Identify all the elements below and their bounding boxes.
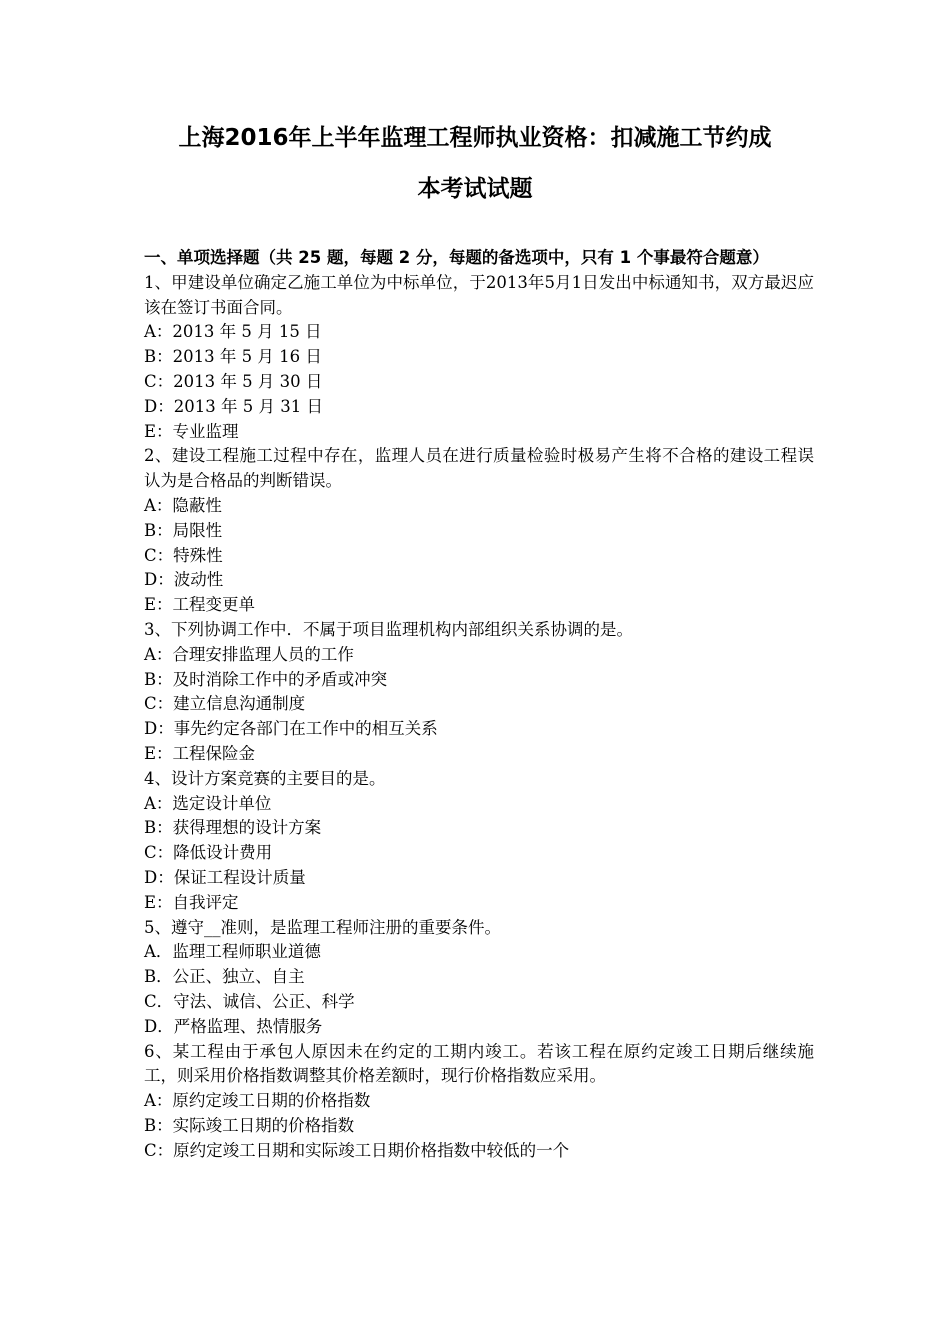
option-c: C．守法、诚信、公正、科学 <box>144 991 355 1011</box>
question-stem: 6、某工程由于承包人原因未在约定的工期内竣工。若该工程在原约定竣工日期后继续施工，则采用价格指数调整其价格差额时，现行价格指数应采用。 <box>144 1041 814 1086</box>
option-a: A．监理工程师职业道德 <box>144 942 321 962</box>
question-stem: 4、设计方案竞赛的主要目的是。 <box>144 768 386 788</box>
document-title-line-1: 上海2016年上半年监理工程师执业资格：扣减施工节约成 <box>178 125 772 151</box>
option-e: E：专业监理 <box>144 421 239 441</box>
option-d: D：2013 年 5 月 31 日 <box>144 396 323 416</box>
option-d: D：保证工程设计质量 <box>144 867 306 887</box>
option-c: C：建立信息沟通制度 <box>144 694 306 714</box>
option-b: B：2013 年 5 月 16 日 <box>144 347 322 367</box>
option-b: B．公正、独立、自主 <box>144 967 305 987</box>
option-a: A：2013 年 5 月 15 日 <box>144 322 322 342</box>
question-stem: 5、遵守__准则，是监理工程师注册的重要条件。 <box>144 917 501 937</box>
option-b: B：获得理想的设计方案 <box>144 818 322 838</box>
option-d: D．严格监理、热情服务 <box>144 1016 323 1036</box>
option-e: E：工程变更单 <box>144 595 256 615</box>
document-title-line-2: 本考试试题 <box>417 176 533 202</box>
option-a: A：选定设计单位 <box>144 793 272 813</box>
section-heading: 一、单项选择题（共 25 题，每题 2 分，每题的备选项中，只有 1 个事最符合题意） <box>144 248 769 267</box>
option-a: A：原约定竣工日期的价格指数 <box>144 1091 371 1111</box>
option-c: C：2013 年 5 月 30 日 <box>144 371 323 391</box>
option-a: A：合理安排监理人员的工作 <box>144 644 354 664</box>
option-b: B：及时消除工作中的矛盾或冲突 <box>144 669 388 689</box>
question-stem: 1、甲建设单位确定乙施工单位为中标单位，于2013年5月1日发出中标通知书，双方最迟应该在签订书面合同。 <box>144 272 814 317</box>
question-stem: 3、下列协调工作中．不属于项目监理机构内部组织关系协调的是。 <box>144 619 633 639</box>
document-body <box>144 246 814 1163</box>
option-d: D：事先约定各部门在工作中的相互关系 <box>144 719 438 739</box>
question-2 <box>144 444 814 618</box>
option-a: A：隐蔽性 <box>144 495 222 515</box>
question-3 <box>144 618 814 767</box>
option-c: C：特殊性 <box>144 545 223 565</box>
option-c: C：降低设计费用 <box>144 843 273 863</box>
question-6 <box>144 1040 814 1164</box>
question-1 <box>144 271 814 445</box>
option-e: E：工程保险金 <box>144 743 256 763</box>
question-5 <box>144 916 814 1040</box>
option-b: B：局限性 <box>144 520 223 540</box>
question-stem: 2、建设工程施工过程中存在，监理人员在进行质量检验时极易产生将不合格的建设工程误认为是合格品的判断错误。 <box>144 446 814 491</box>
option-d: D：波动性 <box>144 570 224 590</box>
option-e: E：自我评定 <box>144 892 239 912</box>
option-c: C：原约定竣工日期和实际竣工日期价格指数中较低的一个 <box>144 1140 570 1160</box>
question-4 <box>144 767 814 916</box>
option-b: B：实际竣工日期的价格指数 <box>144 1115 355 1135</box>
